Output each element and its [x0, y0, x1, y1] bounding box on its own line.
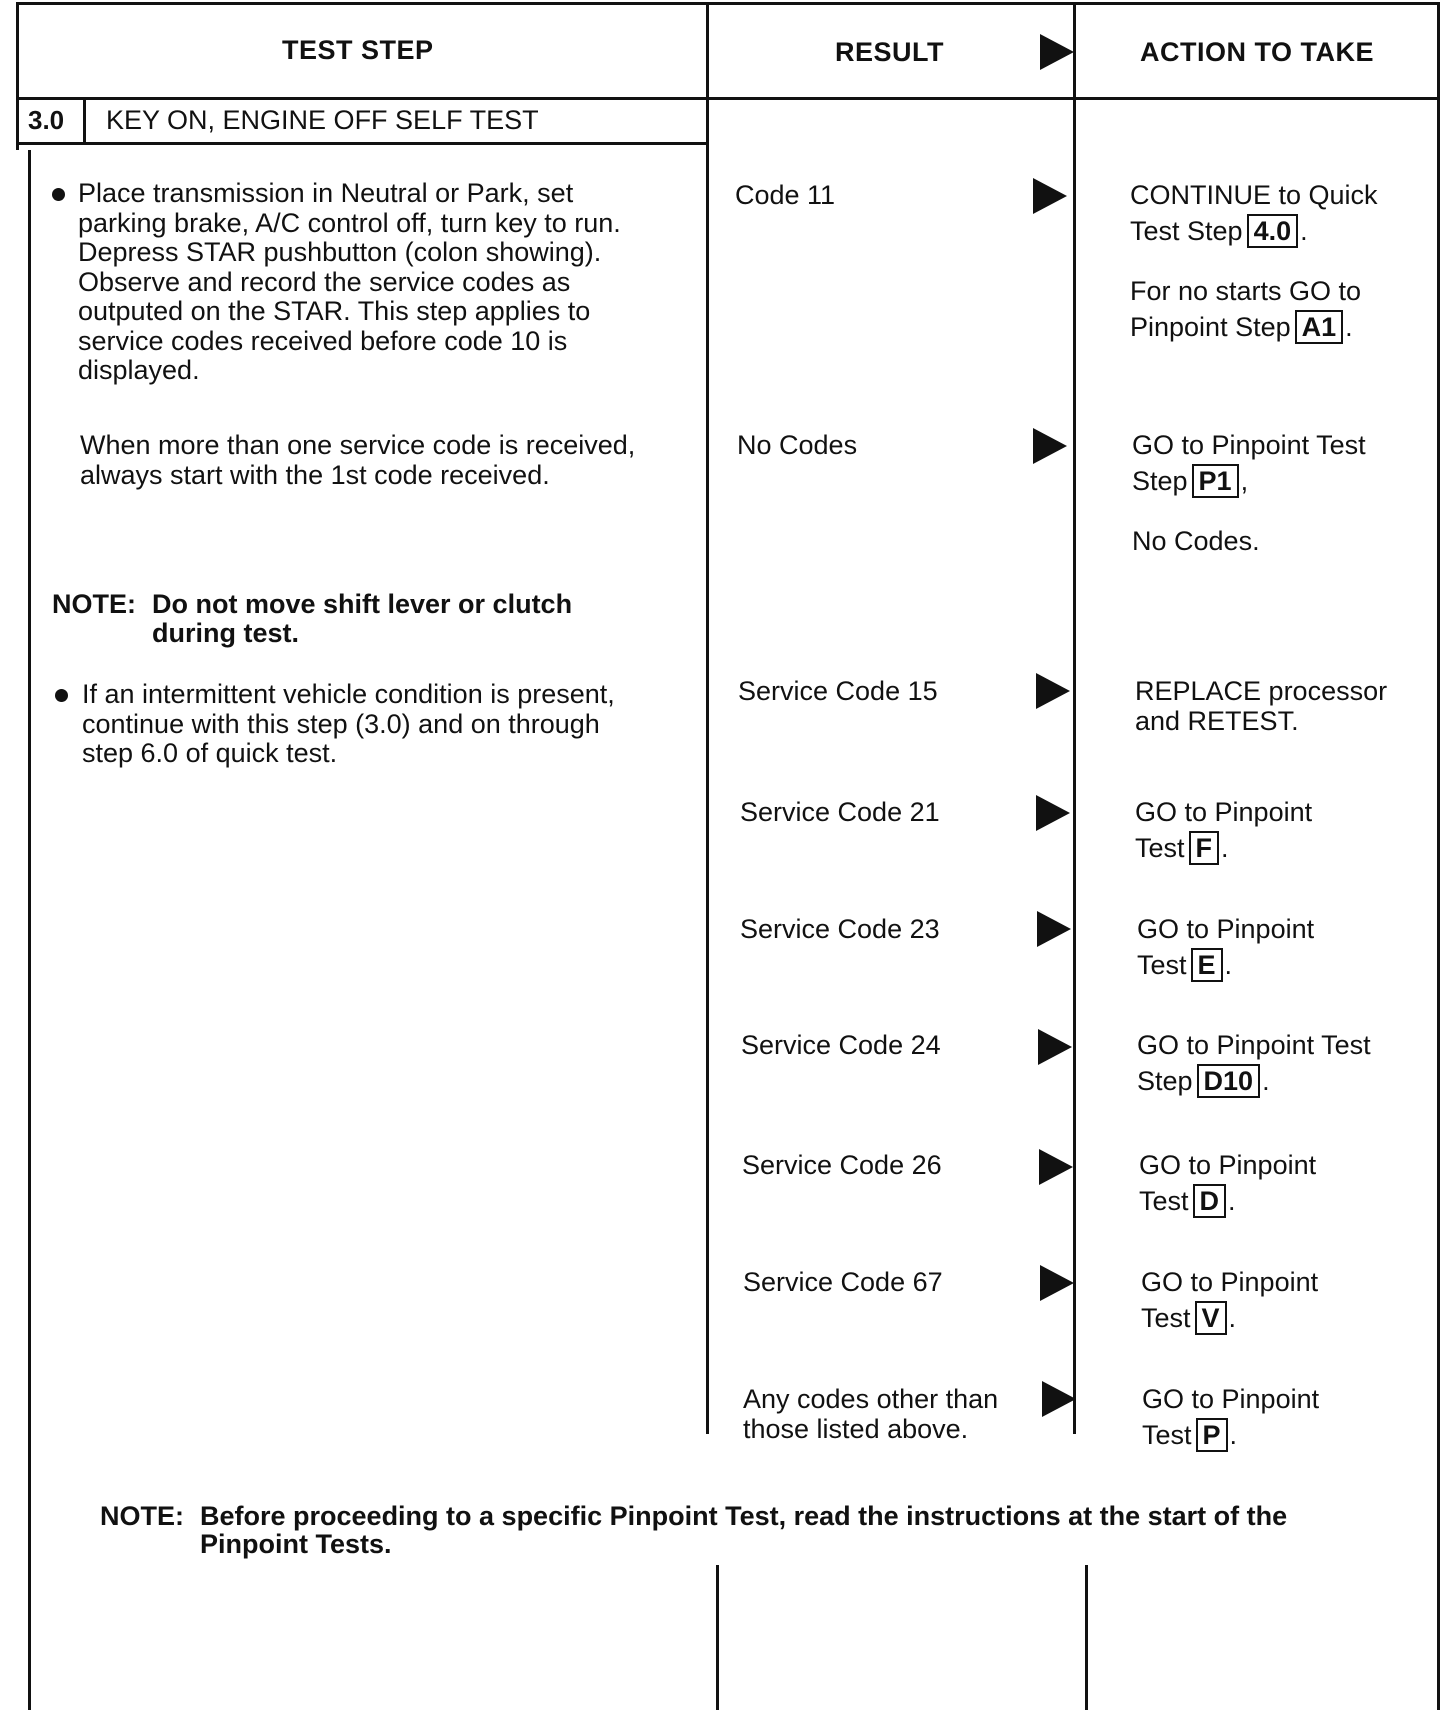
- action-line: [1137, 1030, 1371, 1060]
- text-line: Place transmission in Neutral or Park, set: [78, 178, 574, 208]
- action-line: [1130, 180, 1378, 210]
- result-text: Service Code 23: [740, 914, 940, 944]
- action-text: GO to Pinpoint: [1137, 914, 1315, 944]
- action-text: Test: [1142, 1420, 1192, 1450]
- action-line: [1137, 1064, 1270, 1098]
- arrow-right-icon: [1036, 673, 1070, 709]
- action-text: GO to Pinpoint: [1139, 1150, 1317, 1180]
- action-punctuation: .: [1224, 950, 1233, 980]
- action-text: CONTINUE to Quick: [1130, 180, 1378, 210]
- note-label: NOTE:: [52, 589, 136, 619]
- action-line: [1130, 214, 1308, 248]
- action-punctuation: .: [1228, 1186, 1236, 1216]
- text-line: outputed on the STAR. This step applies to: [78, 296, 591, 326]
- text-line: during test.: [152, 618, 299, 648]
- header-action: ACTION TO TAKE: [1140, 37, 1374, 67]
- action-line: [1132, 526, 1260, 556]
- step-box-bottom-rule: [16, 142, 707, 145]
- pinpoint-reference-box: E: [1191, 948, 1223, 982]
- action-line: [1132, 464, 1248, 498]
- pinpoint-reference-box: F: [1189, 831, 1220, 865]
- action-text: Test Step: [1130, 216, 1243, 246]
- pinpoint-reference-box: P1: [1192, 464, 1239, 498]
- pinpoint-reference-box: A1: [1295, 310, 1344, 344]
- text-line: Observe and record the service codes as: [78, 266, 571, 297]
- action-line: [1135, 706, 1299, 736]
- action-line: [1130, 276, 1361, 306]
- action-line: [1142, 1384, 1319, 1414]
- action-text: Step: [1137, 1066, 1193, 1096]
- text-line: When more than one service code is received,: [80, 430, 636, 460]
- result-text: Service Code 26: [742, 1150, 942, 1180]
- bullet-icon: [52, 188, 65, 201]
- action-text: Test: [1139, 1186, 1189, 1216]
- table-border-left-upper: [16, 2, 19, 150]
- divider-test-result-upper: [706, 2, 709, 1434]
- arrow-right-icon: [1033, 428, 1067, 464]
- arrow-right-icon: [1036, 795, 1070, 831]
- action-line: [1130, 310, 1353, 344]
- pinpoint-reference-box: D10: [1197, 1064, 1261, 1098]
- result-text: Code 11: [735, 180, 836, 210]
- header-result: RESULT: [835, 37, 944, 67]
- text-line: Do not move shift lever or clutch: [152, 589, 573, 619]
- action-text: Test: [1135, 833, 1185, 863]
- text-line: Pinpoint Tests.: [200, 1529, 392, 1559]
- text-line: service codes received before code 10 is: [78, 325, 568, 356]
- text-line: parking brake, A/C control off, turn key to run.: [78, 207, 621, 238]
- action-text: GO to Pinpoint: [1142, 1384, 1320, 1414]
- pinpoint-reference-box: V: [1195, 1301, 1227, 1335]
- result-text: Service Code 15: [738, 676, 938, 706]
- result-text: Service Code 24: [741, 1030, 941, 1060]
- step-number-divider: [83, 100, 86, 144]
- action-line: [1135, 797, 1312, 827]
- text-line: Depress STAR pushbutton (colon showing).: [78, 237, 602, 267]
- text-line: displayed.: [78, 355, 200, 385]
- pinpoint-reference-box: 4.0: [1247, 214, 1299, 248]
- bullet-icon: [55, 689, 68, 702]
- divider-result-action-upper: [1073, 2, 1076, 1434]
- arrow-right-icon: [1042, 1381, 1076, 1417]
- pinpoint-reference-box: P: [1196, 1418, 1228, 1452]
- arrow-right-icon: [1037, 911, 1071, 947]
- action-text: REPLACE processor: [1135, 676, 1388, 706]
- header-bottom-rule: [16, 97, 1440, 100]
- action-line: [1132, 430, 1366, 460]
- arrow-right-icon: [1033, 178, 1067, 214]
- result-text: those listed above.: [743, 1414, 969, 1444]
- result-text: No Codes: [737, 430, 858, 460]
- divider-result-action-lower: [1085, 1565, 1088, 1710]
- result-text: Any codes other than: [743, 1384, 999, 1414]
- divider-test-result-lower: [716, 1565, 719, 1710]
- action-text: Test: [1141, 1303, 1191, 1333]
- action-punctuation: .: [1221, 833, 1229, 863]
- action-line: [1137, 914, 1314, 944]
- action-text: Pinpoint Step: [1130, 312, 1291, 342]
- action-punctuation: .: [1229, 1420, 1238, 1450]
- action-text: GO to Pinpoint: [1135, 797, 1313, 827]
- action-text: and RETEST.: [1135, 706, 1299, 736]
- action-text: GO to Pinpoint: [1141, 1267, 1319, 1297]
- arrow-right-icon: [1038, 1029, 1072, 1065]
- header-arrow-icon: [1040, 34, 1074, 70]
- step-number: 3.0: [28, 105, 65, 135]
- action-punctuation: .: [1345, 312, 1353, 342]
- action-text: Step: [1132, 466, 1188, 496]
- table-border-top: [16, 2, 1440, 5]
- text-line: Before proceeding to a specific Pinpoint Test, read the instructions at the start of the: [200, 1501, 1288, 1531]
- action-punctuation: .: [1300, 216, 1308, 246]
- table-border-left-lower: [28, 150, 31, 1710]
- action-line: [1137, 948, 1232, 982]
- action-line: [1142, 1418, 1237, 1452]
- action-text: GO to Pinpoint Test: [1132, 430, 1366, 460]
- pinpoint-reference-box: D: [1193, 1184, 1227, 1218]
- action-text: No Codes.: [1132, 526, 1260, 556]
- action-line: [1135, 831, 1229, 865]
- header-test-step: TEST STEP: [282, 35, 434, 65]
- action-line: [1139, 1184, 1236, 1218]
- action-text: GO to Pinpoint Test: [1137, 1030, 1371, 1060]
- action-punctuation: .: [1262, 1066, 1270, 1096]
- arrow-right-icon: [1039, 1149, 1073, 1185]
- text-line: If an intermittent vehicle condition is present,: [82, 679, 615, 709]
- action-line: [1135, 676, 1387, 706]
- arrow-right-icon: [1040, 1265, 1074, 1301]
- result-text: Service Code 67: [743, 1267, 943, 1297]
- action-text: For no starts GO to: [1130, 276, 1362, 306]
- action-text: Test: [1137, 950, 1187, 980]
- result-text: Service Code 21: [740, 797, 940, 827]
- action-punctuation: ,: [1240, 466, 1249, 496]
- footer-note-label: NOTE:: [100, 1501, 184, 1531]
- action-line: [1141, 1301, 1236, 1335]
- action-line: [1139, 1150, 1316, 1180]
- action-line: [1141, 1267, 1318, 1297]
- text-line: continue with this step (3.0) and on through: [82, 708, 600, 739]
- table-border-right: [1437, 2, 1440, 1710]
- text-line: step 6.0 of quick test.: [82, 738, 338, 768]
- step-title: KEY ON, ENGINE OFF SELF TEST: [106, 105, 539, 135]
- action-punctuation: .: [1228, 1303, 1237, 1333]
- text-line: always start with the 1st code received.: [80, 459, 550, 490]
